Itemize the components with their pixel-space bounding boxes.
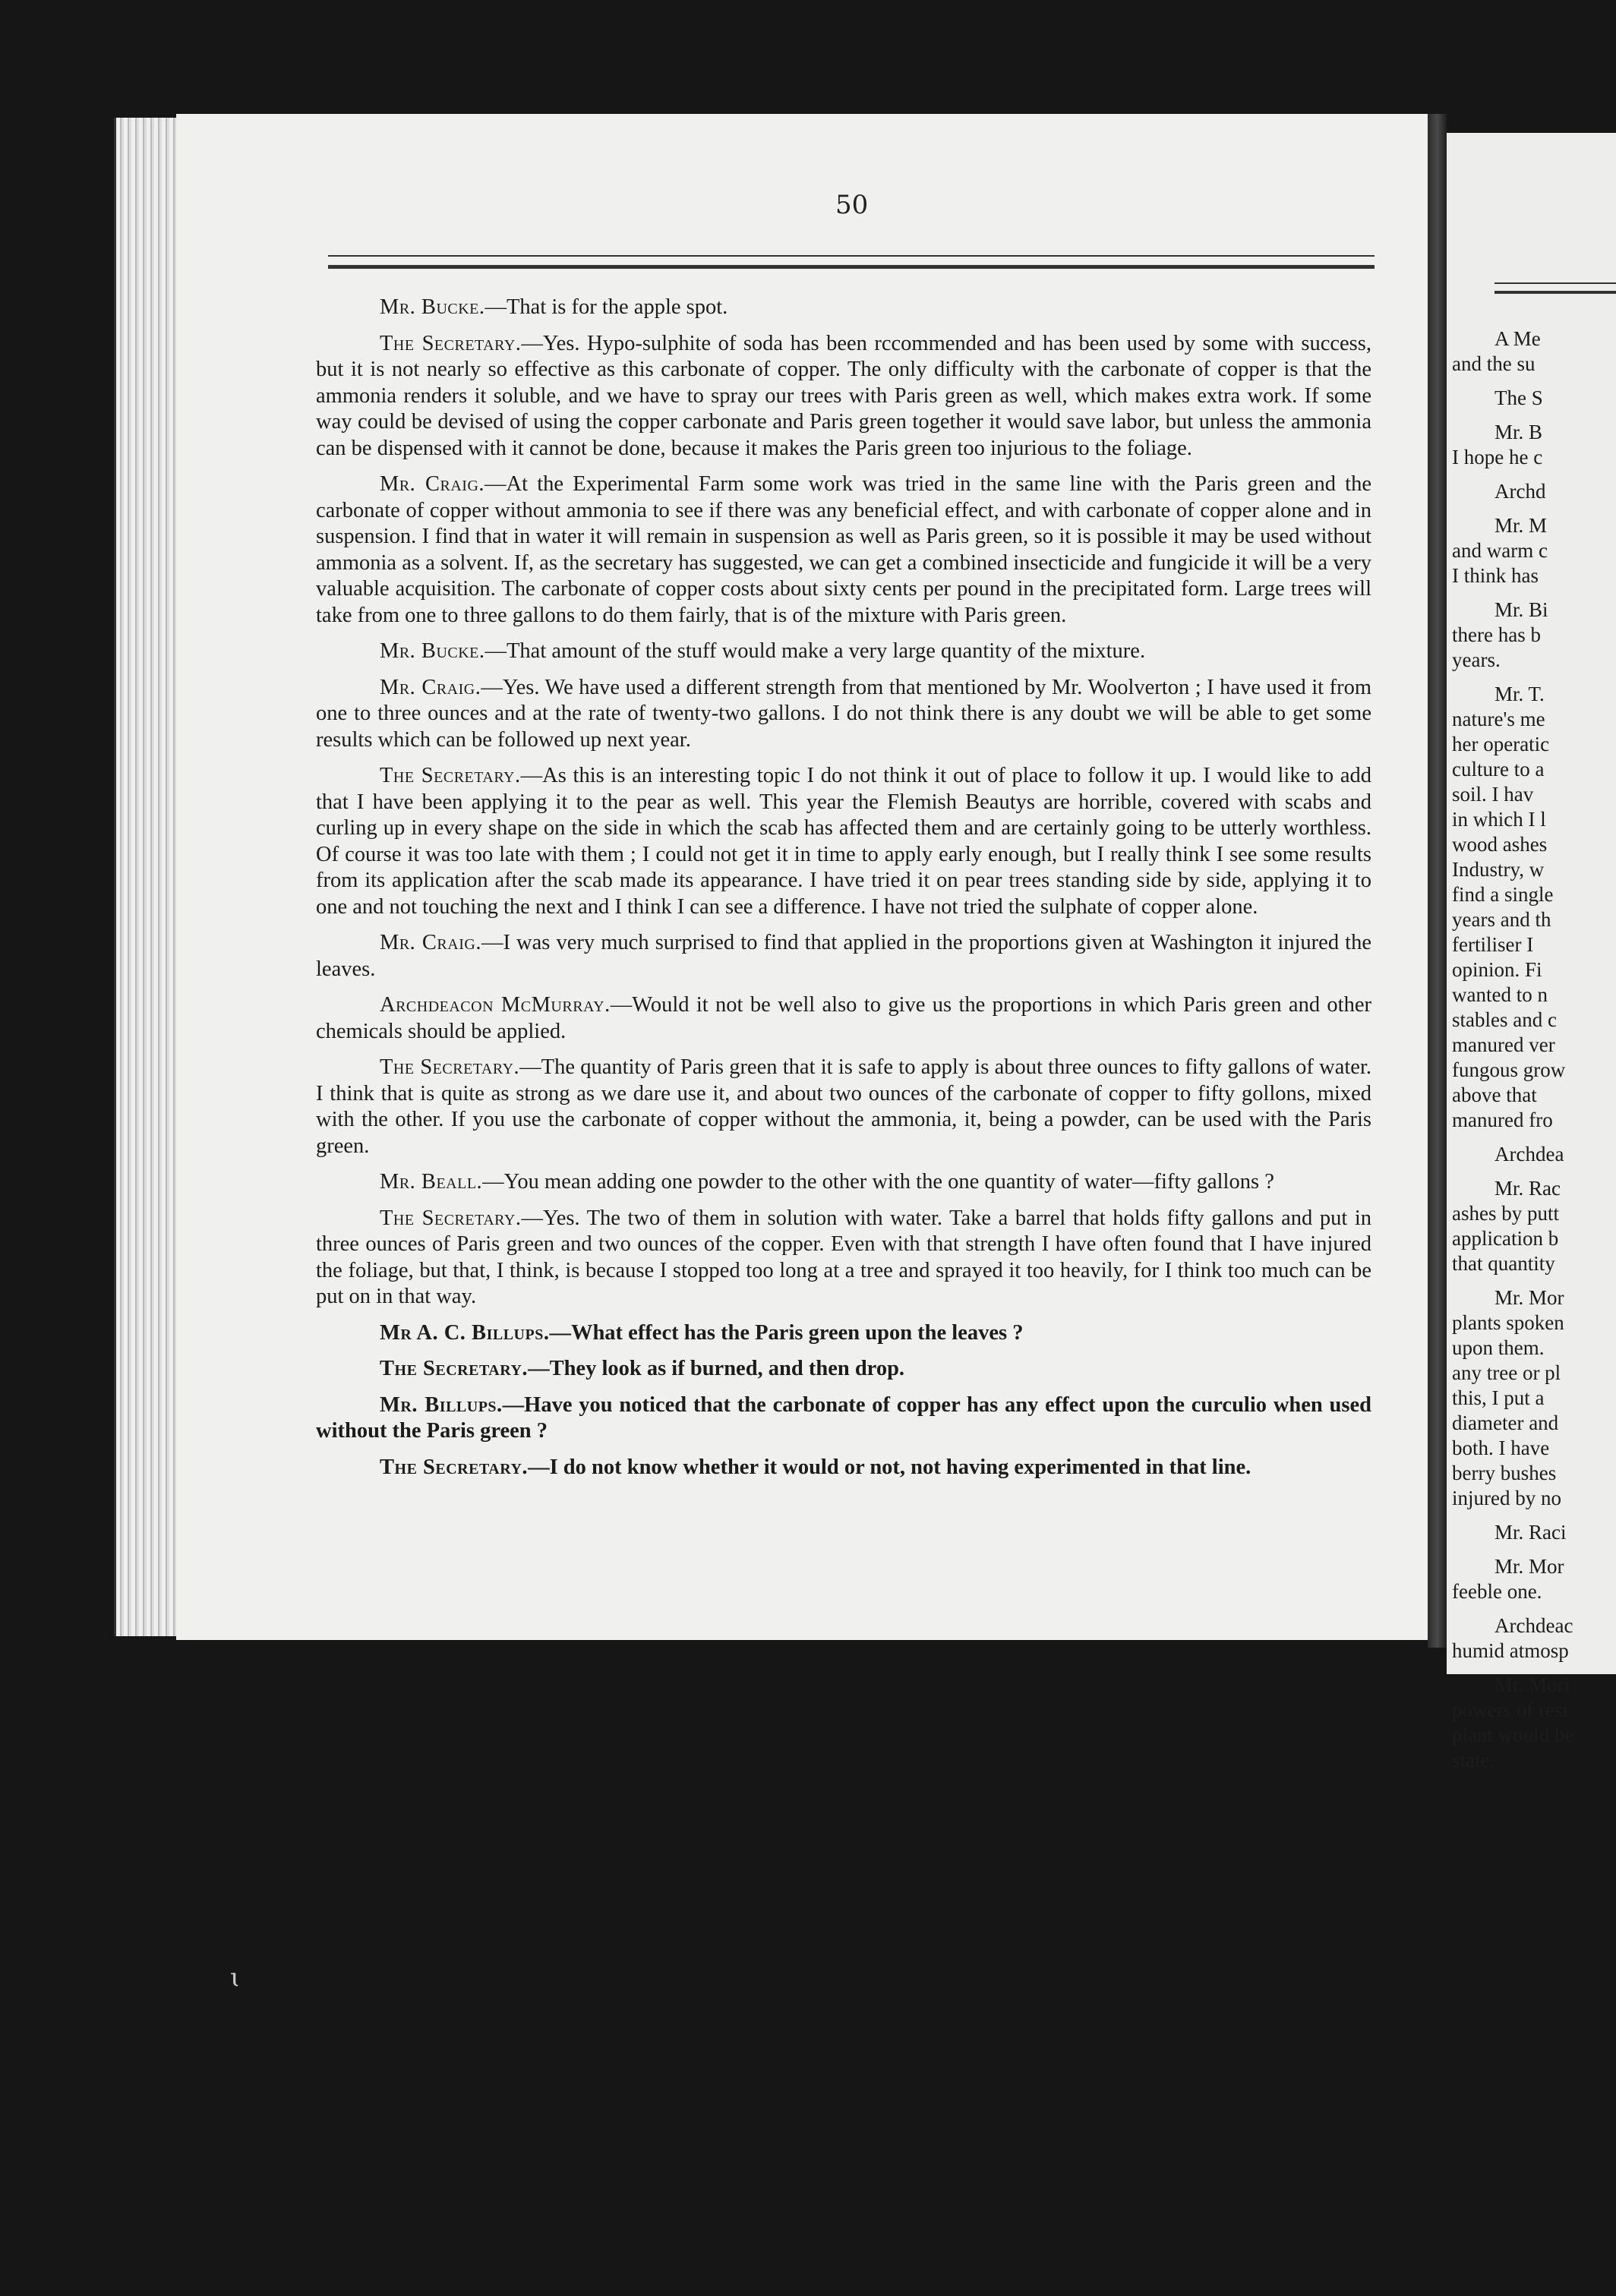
speaker-name: Archdeacon McMurray. [380,993,611,1017]
speaker-name: Mr. Craig. [380,472,485,496]
paragraph-text: —Yes. Hypo-sulphite of soda has been rccommended and has been used by some with success, but it is not nearly so effective as this carbonate of copper. The only difficulty with the carbonate of copper is that the ammonia renders it soluble, and we have to spray our trees with Paris green as well, which makes extra work. If some way could be devised of using the copper carbonate and Paris green together it would save labor, but unless the ammonia can be dispensed with it cannot be done, because it makes the Paris green too injurious to the foliage. [316,331,1371,460]
paragraph [316,992,1371,1045]
right-page-line: there has b [1452,623,1541,646]
right-page-line: humid atmosp [1452,1639,1569,1662]
paragraph [316,1320,1371,1347]
paragraph [316,1392,1371,1445]
right-page-line: plant would be [1452,1724,1574,1746]
right-page-line: berry bushes [1452,1462,1557,1484]
paragraph [316,331,1371,462]
speaker-name: Mr. Craig. [380,675,481,699]
right-page-line: Mr. Raci [1494,1521,1567,1544]
paragraph-text: —They look as if burned, and then drop. [528,1357,905,1380]
speaker-name: The Secretary. [380,764,521,787]
paragraph-text: —What effect has the Paris green upon the leaves ? [549,1320,1024,1345]
right-page-line: I think has [1452,564,1539,587]
right-page-line: plants spoken [1452,1311,1564,1334]
right-page-line: stables and c [1452,1008,1557,1031]
paragraph-text: —Yes. We have used a different strength from that mentioned by Mr. Woolverton ; I have used it from one to three ounces and at the rate of twenty-two gallons. I do not think there is any doubt we will be able to get some results which can be followed up next year. [316,675,1372,752]
speaker-name: The Secretary. [380,1357,529,1380]
paragraph-text: —Yes. The two of them in solution with water. Take a barrel that holds fifty gallons and put in three ounces of Paris green and two ounces of the copper. Even with that strength I have often found that I have injured the foliage, but that, I think, is because I stopped too long at a tree and sprayed it too heavily, for I think too much can be put on in that way. [316,1206,1371,1308]
right-page-line: in which I l [1452,808,1546,831]
right-page-line: years and th [1452,908,1551,931]
right-page-line: Mr. Mor [1494,1286,1564,1309]
speaker-name: The Secretary. [380,1055,520,1079]
paragraph-text: —Have you noticed that the carbonate of copper has any effect upon the curculio when used without the Paris green ? [316,1392,1371,1443]
right-page-line: application b [1452,1227,1559,1250]
paragraph [316,1206,1371,1310]
speaker-name: Mr. Bucke. [380,295,485,319]
paragraph [316,763,1371,920]
right-page-line: nature's me [1452,708,1545,730]
paragraph [316,1055,1371,1159]
right-page-line: upon them. [1452,1336,1545,1359]
right-page-line: Archdeac [1494,1614,1573,1637]
paragraph-text: —The quantity of Paris green that it is safe to apply is about three ounces to fifty gallons of water. I think that is quite as strong as we dare use it, and about two ounces of the carbonate of copper to fifty gollons, mixed with the other. If you use the carbonate of copper without the ammonia, it, being a powder, can be used with the Paris green. [316,1055,1371,1158]
right-page-line: A Me [1494,327,1541,350]
right-page-line: wanted to n [1452,983,1548,1006]
right-page-line: that quantity [1452,1252,1555,1275]
page-number: 50 [835,190,869,220]
paragraph-text: —That amount of the stuff would make a very large quantity of the mixture. [484,639,1146,663]
paragraph-text: —As this is an interesting topic I do not think it out of place to follow it up. I would like to add that I have been applying it to the pear as well. This year the Flemish Beautys are horrible, covered with scabs and curling up in every shape on the side in which the scab has affected them and are certainly going to be utterly worthless. Of course it was too late with them ; I could not get it in time to apply early enough, but I really think I see some results from its application after the scab made its appearance. I have tried it on pear trees standing side by side, applying it to one and not touching the next and I think I can see a difference. I have not tried the sulphate of copper alone. [316,764,1371,919]
paragraph-text: —That is for the apple spot. [484,295,728,319]
speaker-name: Mr. Billups. [380,1392,503,1417]
right-page-line: both. I have [1452,1437,1550,1459]
paragraph-text: —I do not know whether it would or not, not having experimented in that line. [528,1455,1251,1479]
right-page-body [1452,317,1616,1773]
right-page-line: ashes by putt [1452,1202,1559,1225]
right-page-line: and the su [1452,352,1536,375]
right-page-line: powers of resi [1452,1698,1568,1721]
header-rule [328,255,1375,269]
paragraph [316,675,1371,754]
right-page-line: Mr. T. [1494,683,1545,705]
right-page-line: fertiliser I [1452,933,1534,956]
paragraph [316,639,1371,665]
right-page-line: soil. I hav [1452,783,1534,806]
paragraph [316,1169,1371,1196]
paragraph [316,930,1371,982]
right-page-line: her operatic [1452,733,1550,755]
right-page-line: manured fro [1452,1109,1553,1131]
right-page-line: Mr. B [1494,421,1543,443]
right-page-line: Mr. M [1494,514,1548,537]
right-page-line: diameter and [1452,1411,1559,1434]
right-page-line: injured by no [1452,1487,1561,1509]
right-page-line: Mr. Rac [1494,1177,1561,1200]
right-page-line: feeble one. [1452,1580,1542,1603]
speaker-name: Mr. Beall. [380,1170,483,1194]
paragraph [316,1455,1371,1481]
right-page-line: and warm c [1452,539,1548,562]
right-page-line: find a single [1452,883,1554,906]
right-page-line: Archdea [1494,1143,1564,1165]
paragraph [316,1356,1371,1383]
right-header-rule [1494,282,1616,294]
left-page-body [316,295,1371,1490]
speaker-name: Mr A. C. Billups. [380,1320,550,1345]
paragraph-text: —Would it not be well also to give us the proportions in which Paris green and other chemicals should be applied. [316,993,1371,1043]
right-page-line: opinion. Fi [1452,958,1542,981]
right-page-line: manured ver [1452,1033,1555,1056]
right-page-line: this, I put a [1452,1386,1545,1409]
scan-speck: ɩ [230,1963,241,1993]
right-page-line: The S [1494,386,1543,409]
book-gutter [1428,114,1447,1648]
paragraph-text: —You mean adding one powder to the other with the one quantity of water—fifty gallons ? [482,1170,1274,1194]
paragraph [316,472,1371,629]
right-page-line: Mr. Mor [1494,1555,1564,1578]
right-page-line: fungous grow [1452,1058,1566,1081]
right-page-line: I hope he c [1452,446,1543,468]
right-page-line: Mr. Bi [1494,598,1548,621]
right-page-line: above that [1452,1083,1537,1106]
speaker-name: The Secretary. [380,1455,529,1479]
right-page-line: state. [1452,1749,1495,1771]
right-page-line: Archd [1494,480,1546,503]
right-page-line: years. [1452,648,1501,671]
paragraph [316,295,1371,321]
speaker-name: The Secretary. [380,1206,522,1230]
speaker-name: Mr. Craig. [380,931,481,954]
speaker-name: The Secretary. [380,331,522,355]
right-page-line: any tree or pl [1452,1361,1561,1384]
speaker-name: Mr. Bucke. [380,639,485,663]
right-page-line: wood ashes [1452,833,1548,856]
paragraph-text: —I was very much surprised to find that applied in the proportions given at Washington it injured the leaves. [316,931,1372,981]
right-page-line: Industry, w [1452,858,1545,881]
right-page-line: Mr. Mori [1494,1673,1570,1696]
page-edges [114,118,185,1636]
paragraph-text: —At the Experimental Farm some work was tried in the same line with the Paris green and the carbonate of copper without ammonia to see if there was any beneficial effect, and with carbonate of copper alone and in suspension. I find that in water it will remain in suspension as well as Paris green, so it is possible it may be used without ammonia as a solvent. If, as the secretary has suggested, we can get a combined insecticide and fungicide it will be a very valuable acquisition. The carbonate of copper costs about sixty cents per pound in the precipitated form. Large trees will take from one to three gallons to do them fairly, that is of the mixture with Paris green. [316,472,1371,627]
right-page-line: culture to a [1452,758,1545,781]
